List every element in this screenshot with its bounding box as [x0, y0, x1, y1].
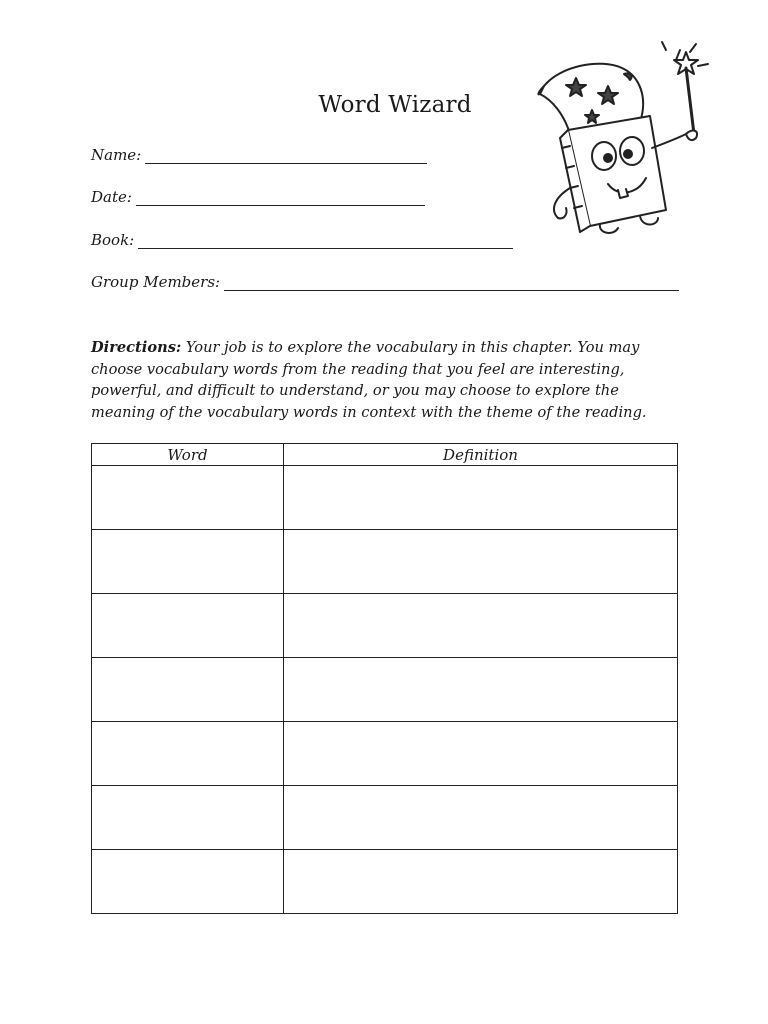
directions-paragraph: [91, 337, 681, 423]
definition-cell[interactable]: [284, 594, 678, 658]
table-row: [92, 658, 678, 722]
table-row: [92, 722, 678, 786]
date-blank-line[interactable]: [136, 193, 425, 206]
definition-cell[interactable]: [284, 658, 678, 722]
definition-cell[interactable]: [284, 850, 678, 914]
word-cell[interactable]: [92, 786, 284, 850]
directions-label: Directions:: [91, 339, 182, 356]
definition-cell[interactable]: [284, 466, 678, 530]
table-row: [92, 594, 678, 658]
word-column-header: Word: [92, 444, 284, 466]
table-row: [92, 530, 678, 594]
group-members-label: Group Members:: [91, 273, 221, 291]
table-row: [92, 466, 678, 530]
group-members-blank-line[interactable]: [224, 278, 679, 291]
book-blank-line[interactable]: [138, 236, 513, 249]
table-row: [92, 786, 678, 850]
word-cell[interactable]: [92, 594, 284, 658]
book-label: Book:: [91, 231, 135, 249]
book-field[interactable]: [91, 231, 513, 249]
name-label: Name:: [91, 146, 142, 164]
name-field[interactable]: [91, 146, 427, 164]
table-header-row: [92, 444, 678, 466]
word-cell[interactable]: [92, 466, 284, 530]
definition-cell[interactable]: [284, 722, 678, 786]
word-cell[interactable]: [92, 530, 284, 594]
directions-text: Your job is to explore the vocabulary in this chapter. You may choose vocabulary words from the reading that you feel are interesting, powerful, and difficult to understand, or you may choose to explore the meaning of the vocabulary words in context with the theme of the reading.: [91, 339, 647, 421]
page-title: Word Wizard: [318, 92, 472, 118]
date-field[interactable]: [91, 188, 425, 206]
name-blank-line[interactable]: [145, 151, 427, 164]
word-cell[interactable]: [92, 658, 284, 722]
definition-column-header: Definition: [284, 444, 678, 466]
group-members-field[interactable]: [91, 273, 679, 291]
date-label: Date:: [91, 188, 132, 206]
definition-cell[interactable]: [284, 530, 678, 594]
word-cell[interactable]: [92, 722, 284, 786]
word-cell[interactable]: [92, 850, 284, 914]
definition-cell[interactable]: [284, 786, 678, 850]
vocabulary-table: [91, 443, 678, 914]
table-row: [92, 850, 678, 914]
wizard-book-mascot-icon: [530, 38, 720, 242]
